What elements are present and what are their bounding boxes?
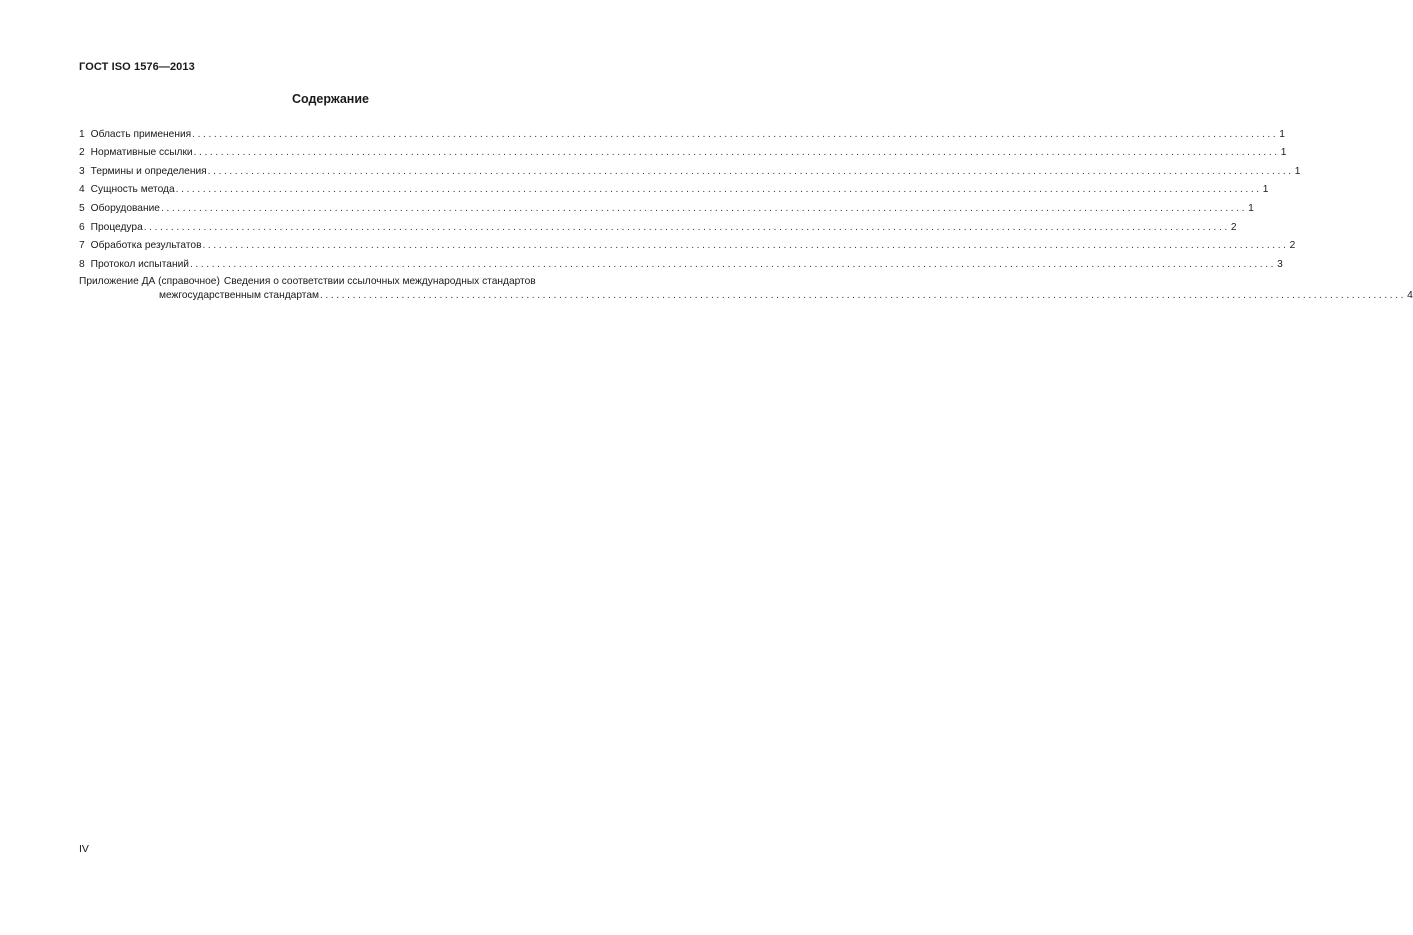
toc-entry-number: 3 xyxy=(79,165,85,177)
toc-annex-label: Приложение ДА (справочное) xyxy=(79,275,220,287)
toc-entry-page: 1 xyxy=(1294,165,1301,177)
toc-entry-label: Оборудование xyxy=(90,202,160,214)
page-number: IV xyxy=(79,843,89,855)
leader-dots: ........................................................................................................................................................................................................ xyxy=(143,221,1230,233)
toc-entry[interactable] xyxy=(79,196,1254,215)
toc-entry-label: Протокол испытаний xyxy=(90,258,189,270)
toc-entry[interactable] xyxy=(79,234,1296,253)
toc-entry[interactable] xyxy=(79,252,1283,271)
toc-entry-number: 8 xyxy=(79,258,85,270)
toc-entry-label: Сущность метода xyxy=(90,184,175,196)
toc-annex-page: 4 xyxy=(1407,289,1413,301)
toc-entry-number: 5 xyxy=(79,202,85,214)
toc-entry-number: 2 xyxy=(79,147,85,159)
toc-entry-label: Термины и определения xyxy=(90,165,207,177)
toc-entry-page: 1 xyxy=(1262,184,1269,196)
leader-dots: ........................................................................................................................................................................................................ xyxy=(175,184,1262,196)
toc-entry-page: 1 xyxy=(1279,128,1285,140)
toc-entry-page: 2 xyxy=(1289,240,1296,252)
toc-entry-label: Процедура xyxy=(90,221,143,233)
leader-dots: ........................................................................................................................................................................................................ xyxy=(207,165,1294,177)
toc-entry-number: 6 xyxy=(79,221,85,233)
leader-dots: ........................................................................................................................................................................................................ xyxy=(320,289,1407,301)
toc-entry-label: Область применения xyxy=(90,128,192,140)
leader-dots: ........................................................................................................................................................................................................ xyxy=(202,240,1289,252)
toc-annex-caption-line1: Сведения о соответствии ссылочных международных стандартов xyxy=(223,275,536,287)
toc-entry-label: Обработка результатов xyxy=(90,240,202,252)
leader-dots: ........................................................................................................................................................................................................ xyxy=(193,147,1280,159)
toc-entry-page: 1 xyxy=(1248,202,1254,214)
toc-entry-label: Нормативные ссылки xyxy=(90,147,193,159)
toc-annex-entry-continuation[interactable] xyxy=(79,288,1413,302)
toc-entry[interactable] xyxy=(79,141,1287,160)
toc-entry[interactable] xyxy=(79,159,1301,178)
toc-entry[interactable] xyxy=(79,178,1269,197)
leader-dots: ........................................................................................................................................................................................................ xyxy=(192,128,1279,140)
toc-entry[interactable] xyxy=(79,215,1237,234)
toc-entry-number: 1 xyxy=(79,128,85,140)
toc-entry-page: 2 xyxy=(1230,221,1237,233)
toc-entry-page: 1 xyxy=(1280,147,1287,159)
toc-entry-page: 3 xyxy=(1277,258,1283,270)
toc-annex-entry[interactable] xyxy=(79,276,606,288)
toc-title: Содержание xyxy=(291,92,369,106)
document-standard-header: ГОСТ ISO 1576—2013 xyxy=(79,61,195,73)
leader-dots: ........................................................................................................................................................................................................ xyxy=(189,258,1277,270)
toc-annex-caption-line2: межгосударственным стандартам xyxy=(159,289,319,301)
table-of-contents xyxy=(79,122,1413,302)
toc-entry-number: 7 xyxy=(79,240,85,252)
toc-entry-number: 4 xyxy=(79,184,85,196)
toc-entry[interactable] xyxy=(79,122,1285,141)
leader-dots: ........................................................................................................................................................................................................ xyxy=(160,202,1248,214)
